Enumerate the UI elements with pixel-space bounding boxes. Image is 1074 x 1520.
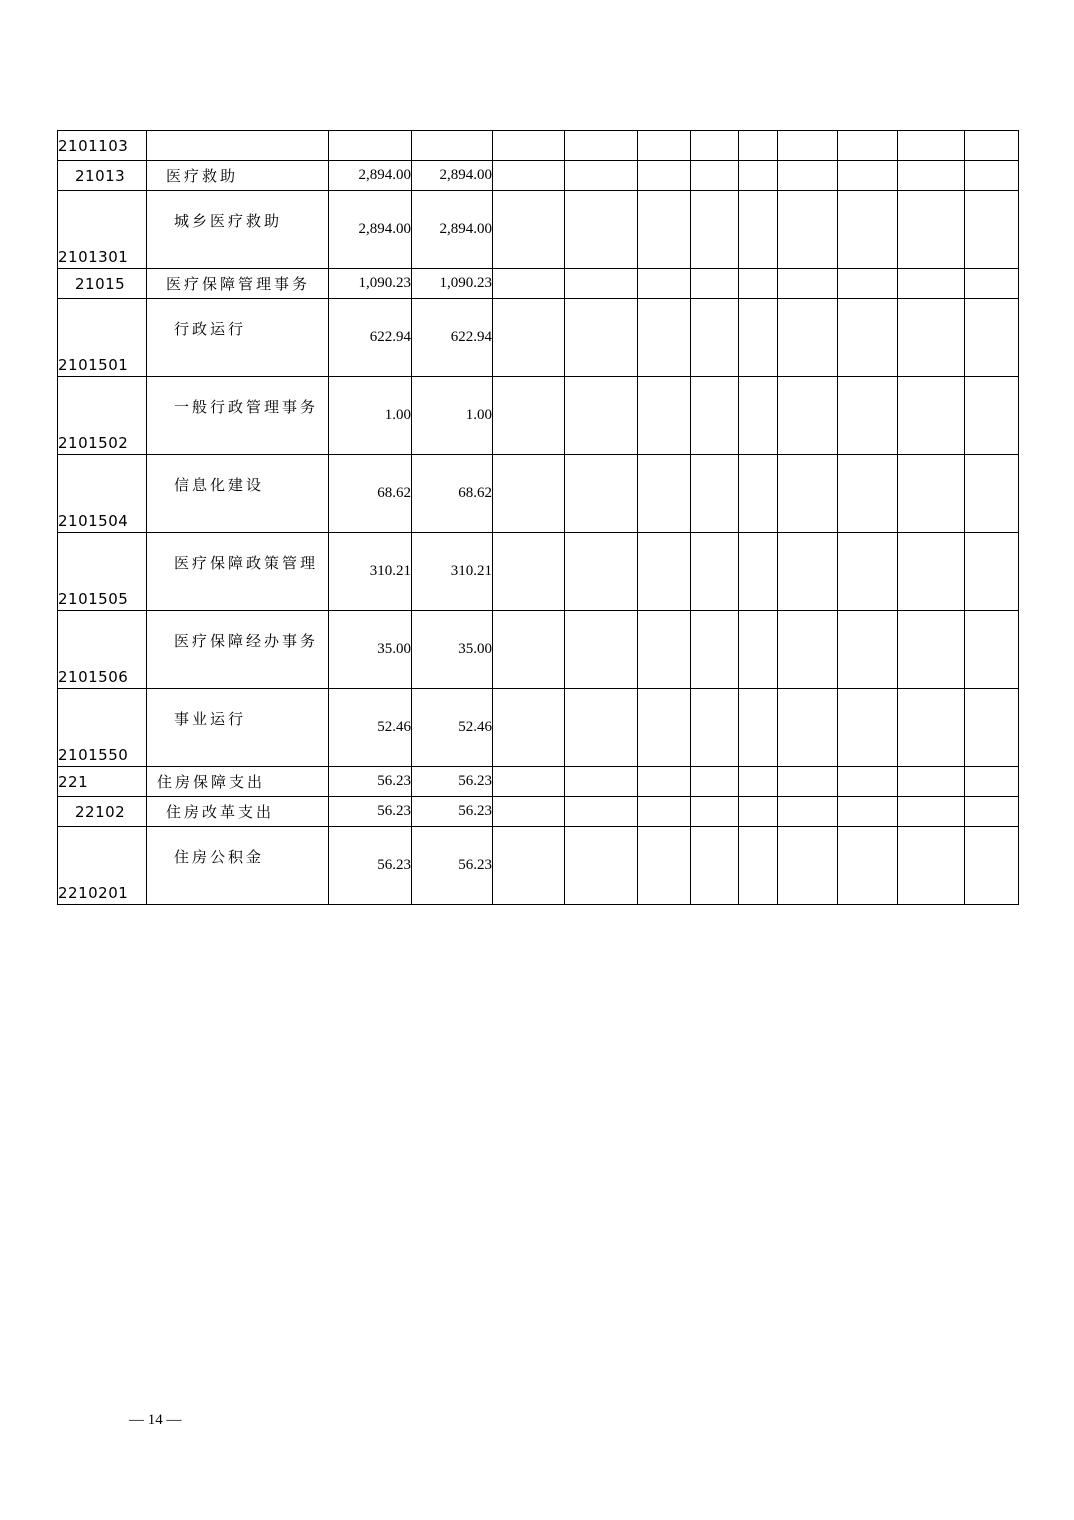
subject-name: 医疗保障管理事务: [147, 269, 329, 299]
empty-cell: [965, 191, 1019, 269]
basic-amount: 1.00: [412, 377, 493, 455]
empty-cell: [493, 827, 565, 905]
empty-cell: [778, 827, 838, 905]
empty-cell: [691, 533, 739, 611]
empty-cell: [965, 533, 1019, 611]
empty-cell: [638, 299, 691, 377]
empty-cell: [739, 377, 778, 455]
total-amount: 68.62: [329, 455, 412, 533]
empty-cell: [838, 827, 898, 905]
empty-cell: [838, 611, 898, 689]
empty-cell: [638, 533, 691, 611]
subject-code: 21015: [58, 269, 147, 299]
empty-cell: [565, 299, 638, 377]
subject-name: 住房公积金: [147, 827, 329, 905]
empty-cell: [838, 191, 898, 269]
empty-cell: [638, 827, 691, 905]
empty-cell: [739, 161, 778, 191]
basic-amount: 310.21: [412, 533, 493, 611]
basic-amount: 56.23: [412, 797, 493, 827]
empty-cell: [898, 269, 965, 299]
total-amount: 1,090.23: [329, 269, 412, 299]
empty-cell: [691, 797, 739, 827]
empty-cell: [778, 131, 838, 161]
subject-code: 2101504: [58, 455, 147, 533]
basic-amount: 622.94: [412, 299, 493, 377]
empty-cell: [493, 689, 565, 767]
subject-name: 医疗救助: [147, 161, 329, 191]
empty-cell: [565, 191, 638, 269]
empty-cell: [838, 689, 898, 767]
empty-cell: [965, 611, 1019, 689]
empty-cell: [565, 269, 638, 299]
empty-cell: [565, 827, 638, 905]
empty-cell: [565, 455, 638, 533]
empty-cell: [638, 767, 691, 797]
empty-cell: [965, 269, 1019, 299]
empty-cell: [493, 191, 565, 269]
empty-cell: [965, 161, 1019, 191]
total-amount: 52.46: [329, 689, 412, 767]
empty-cell: [898, 191, 965, 269]
subject-code: 22102: [58, 797, 147, 827]
empty-cell: [965, 797, 1019, 827]
subject-code: 2101506: [58, 611, 147, 689]
basic-amount: 35.00: [412, 611, 493, 689]
subject-name: 医疗保障政策管理: [147, 533, 329, 611]
empty-cell: [739, 767, 778, 797]
table-row: [58, 455, 1019, 533]
empty-cell: [739, 455, 778, 533]
empty-cell: [778, 689, 838, 767]
empty-cell: [638, 689, 691, 767]
empty-cell: [778, 299, 838, 377]
subject-name: 事业运行: [147, 689, 329, 767]
empty-cell: [778, 611, 838, 689]
empty-cell: [898, 131, 965, 161]
empty-cell: [838, 767, 898, 797]
empty-cell: [691, 767, 739, 797]
empty-cell: [965, 689, 1019, 767]
total-amount: 1.00: [329, 377, 412, 455]
empty-cell: [778, 767, 838, 797]
total-amount: [329, 131, 412, 161]
empty-cell: [638, 377, 691, 455]
total-amount: 56.23: [329, 767, 412, 797]
table-row: [58, 377, 1019, 455]
basic-amount: [412, 131, 493, 161]
subject-name: 城乡医疗救助: [147, 191, 329, 269]
empty-cell: [898, 533, 965, 611]
empty-cell: [739, 299, 778, 377]
empty-cell: [838, 797, 898, 827]
table-row: [58, 269, 1019, 299]
empty-cell: [493, 269, 565, 299]
empty-cell: [565, 797, 638, 827]
empty-cell: [691, 827, 739, 905]
empty-cell: [691, 161, 739, 191]
empty-cell: [493, 767, 565, 797]
table-row: [58, 533, 1019, 611]
total-amount: 310.21: [329, 533, 412, 611]
total-amount: 2,894.00: [329, 161, 412, 191]
empty-cell: [898, 767, 965, 797]
basic-amount: 1,090.23: [412, 269, 493, 299]
basic-amount: 2,894.00: [412, 161, 493, 191]
empty-cell: [838, 455, 898, 533]
subject-code: 2101103: [58, 131, 147, 161]
basic-amount: 68.62: [412, 455, 493, 533]
total-amount: 35.00: [329, 611, 412, 689]
empty-cell: [898, 797, 965, 827]
total-amount: 2,894.00: [329, 191, 412, 269]
empty-cell: [739, 611, 778, 689]
empty-cell: [898, 377, 965, 455]
table-row: [58, 611, 1019, 689]
empty-cell: [638, 611, 691, 689]
empty-cell: [778, 455, 838, 533]
total-amount: 622.94: [329, 299, 412, 377]
table-row: [58, 131, 1019, 161]
empty-cell: [739, 191, 778, 269]
subject-name: 住房保障支出: [147, 767, 329, 797]
empty-cell: [778, 161, 838, 191]
subject-code: 2101550: [58, 689, 147, 767]
subject-name: [147, 131, 329, 161]
empty-cell: [898, 689, 965, 767]
empty-cell: [691, 299, 739, 377]
subject-code: 21013: [58, 161, 147, 191]
empty-cell: [898, 161, 965, 191]
total-amount: 56.23: [329, 797, 412, 827]
empty-cell: [638, 455, 691, 533]
table-row: [58, 827, 1019, 905]
empty-cell: [778, 191, 838, 269]
empty-cell: [638, 797, 691, 827]
table-row: [58, 767, 1019, 797]
empty-cell: [778, 377, 838, 455]
subject-code: 2101502: [58, 377, 147, 455]
empty-cell: [493, 161, 565, 191]
empty-cell: [965, 455, 1019, 533]
subject-name: 一般行政管理事务: [147, 377, 329, 455]
empty-cell: [739, 269, 778, 299]
empty-cell: [691, 455, 739, 533]
empty-cell: [493, 455, 565, 533]
empty-cell: [778, 269, 838, 299]
empty-cell: [965, 377, 1019, 455]
empty-cell: [739, 533, 778, 611]
empty-cell: [691, 269, 739, 299]
empty-cell: [965, 767, 1019, 797]
empty-cell: [898, 455, 965, 533]
subject-code: 221: [58, 767, 147, 797]
empty-cell: [739, 689, 778, 767]
empty-cell: [778, 533, 838, 611]
empty-cell: [838, 377, 898, 455]
subject-name: 住房改革支出: [147, 797, 329, 827]
empty-cell: [565, 161, 638, 191]
empty-cell: [565, 131, 638, 161]
basic-amount: 52.46: [412, 689, 493, 767]
empty-cell: [638, 161, 691, 191]
empty-cell: [898, 299, 965, 377]
empty-cell: [638, 131, 691, 161]
empty-cell: [691, 689, 739, 767]
empty-cell: [898, 611, 965, 689]
empty-cell: [493, 797, 565, 827]
empty-cell: [565, 689, 638, 767]
empty-cell: [493, 377, 565, 455]
subject-code: 2101301: [58, 191, 147, 269]
empty-cell: [838, 161, 898, 191]
empty-cell: [565, 533, 638, 611]
empty-cell: [691, 611, 739, 689]
subject-code: 2101501: [58, 299, 147, 377]
empty-cell: [838, 269, 898, 299]
table-row: [58, 191, 1019, 269]
budget-table: [57, 130, 1019, 905]
empty-cell: [493, 131, 565, 161]
total-amount: 56.23: [329, 827, 412, 905]
empty-cell: [838, 131, 898, 161]
subject-name: 行政运行: [147, 299, 329, 377]
empty-cell: [565, 767, 638, 797]
empty-cell: [691, 377, 739, 455]
empty-cell: [898, 827, 965, 905]
empty-cell: [965, 827, 1019, 905]
subject-name: 医疗保障经办事务: [147, 611, 329, 689]
empty-cell: [691, 131, 739, 161]
basic-amount: 56.23: [412, 767, 493, 797]
empty-cell: [778, 797, 838, 827]
empty-cell: [965, 299, 1019, 377]
empty-cell: [838, 533, 898, 611]
empty-cell: [965, 131, 1019, 161]
subject-code: 2101505: [58, 533, 147, 611]
subject-code: 2210201: [58, 827, 147, 905]
empty-cell: [493, 533, 565, 611]
empty-cell: [565, 611, 638, 689]
subject-name: 信息化建设: [147, 455, 329, 533]
empty-cell: [493, 299, 565, 377]
empty-cell: [691, 191, 739, 269]
empty-cell: [638, 191, 691, 269]
empty-cell: [838, 299, 898, 377]
table-row: [58, 299, 1019, 377]
basic-amount: 56.23: [412, 827, 493, 905]
table-row: [58, 161, 1019, 191]
page-number: — 14 —: [129, 1412, 182, 1428]
table-row: [58, 797, 1019, 827]
empty-cell: [493, 611, 565, 689]
table-row: [58, 689, 1019, 767]
empty-cell: [739, 131, 778, 161]
empty-cell: [739, 797, 778, 827]
basic-amount: 2,894.00: [412, 191, 493, 269]
empty-cell: [638, 269, 691, 299]
empty-cell: [565, 377, 638, 455]
empty-cell: [739, 827, 778, 905]
